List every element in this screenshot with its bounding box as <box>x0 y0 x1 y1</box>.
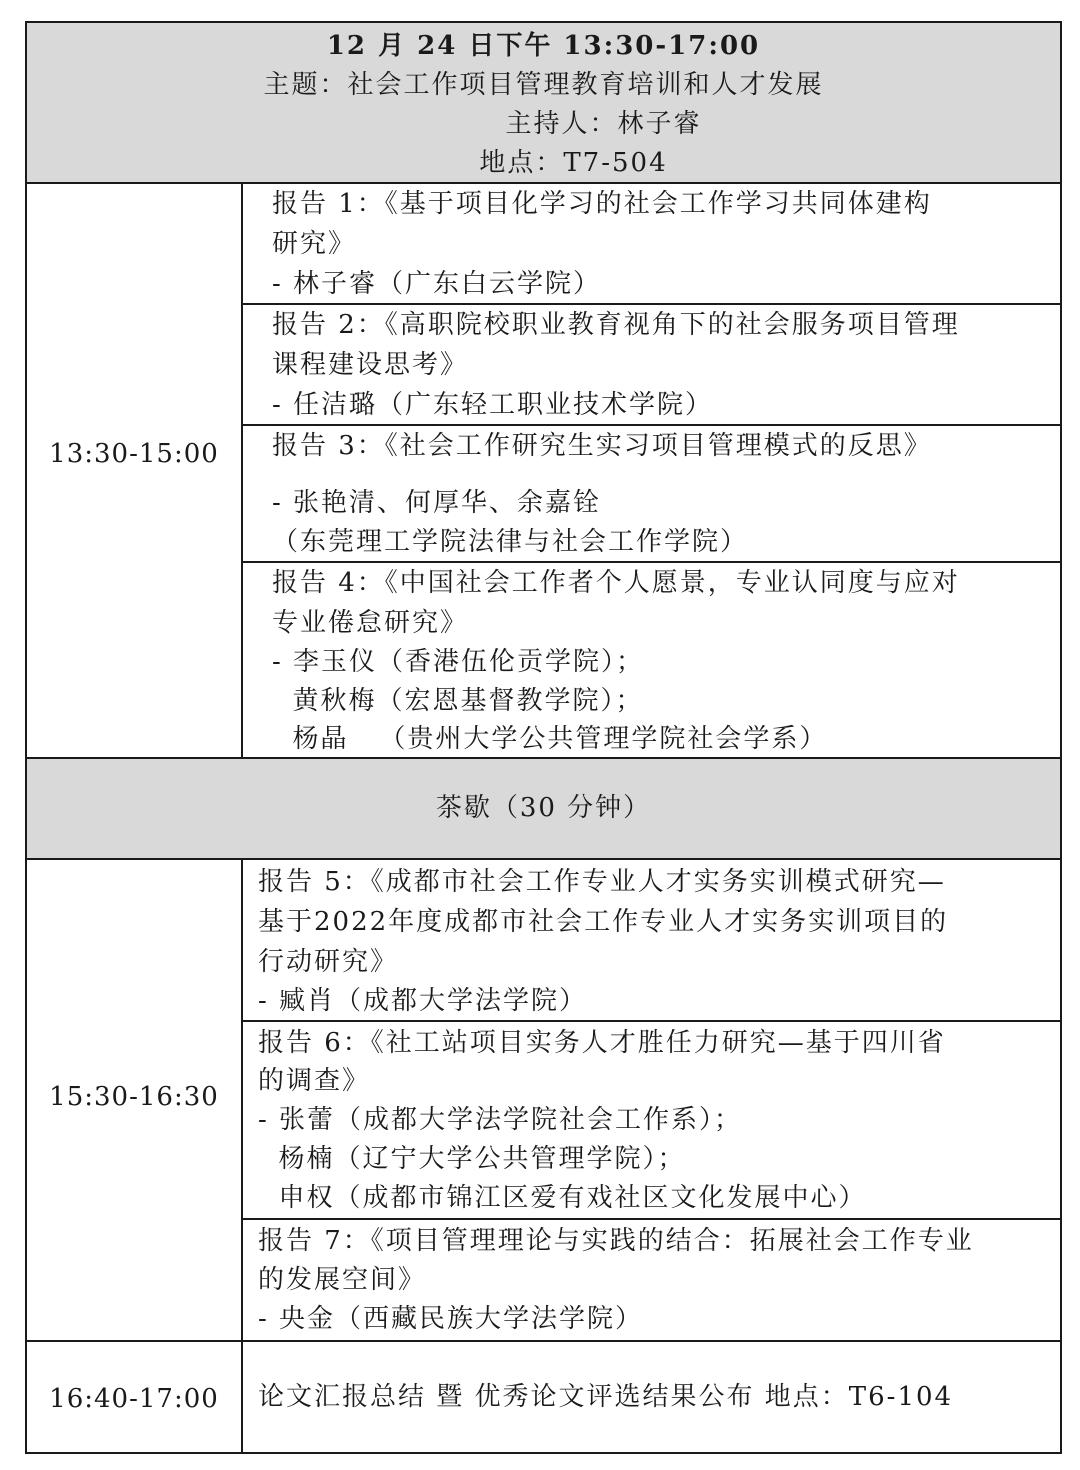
report-7-line-3: - 央金（西藏民族大学法学院） <box>258 1304 644 1334</box>
report-5-line-4: - 臧肖（成都大学法学院） <box>258 986 588 1016</box>
header-theme: 主题：社会工作项目管理教育培训和人才发展 <box>263 70 824 100</box>
report-6-line-5: 申权（成都市锦江区爱有戏社区文化发展中心） <box>258 1183 867 1213</box>
report-4-line-5: 杨晶 （贵州大学公共管理学院社会学系） <box>272 724 828 754</box>
header-date-time: 12 月 24 日下午 13:30-17:00 <box>326 31 761 61</box>
report-6-line-1: 报告 6：《社工站项目实务人才胜任力研究—基于四川省 <box>258 1028 946 1058</box>
report-3-line-1: 报告 3：《社会工作研究生实习项目管理模式的反思》 <box>272 431 932 461</box>
report-5-line-3: 行动研究》 <box>258 947 399 977</box>
report-6-line-4: 杨楠（辽宁大学公共管理学院）； <box>258 1144 686 1174</box>
header-host: 主持人：林子睿 <box>505 109 702 139</box>
schedule-header <box>27 23 1060 183</box>
report-4-line-2: 专业倦怠研究》 <box>272 608 469 638</box>
report-4-line-1: 报告 4：《中国社会工作者个人愿景，专业认同度与应对 <box>272 568 960 598</box>
report-7-line-1: 报告 7：《项目管理理论与实践的结合：拓展社会工作专业 <box>258 1226 974 1256</box>
session-3-time: 16:40-17:00 <box>49 1384 219 1414</box>
tea-break <box>27 759 1060 858</box>
session-3-text: 论文汇报总结 暨 优秀论文评选结果公布 地点：T6-104 <box>258 1382 954 1412</box>
report-5-line-2: 基于2022年度成都市社会工作专业人才实务实训项目的 <box>258 907 949 937</box>
report-6-line-2: 的调查》 <box>258 1066 371 1096</box>
report-3-line-3: （东莞理工学院法律与社会工作学院） <box>272 527 749 557</box>
report-4-line-3: - 李玉仪（香港伍伦贡学院）； <box>272 647 645 677</box>
report-1-line-1: 报告 1：《基于项目化学习的社会工作学习共同体建构 <box>272 189 932 219</box>
report-6-line-3: - 张蕾（成都大学法学院社会工作系）； <box>258 1105 743 1135</box>
session-1-time: 13:30-15:00 <box>49 439 219 469</box>
session-2-time: 15:30-16:30 <box>49 1082 219 1112</box>
session-2 <box>27 860 1060 1340</box>
report-2-line-1: 报告 2：《高职院校职业教育视角下的社会服务项目管理 <box>272 310 960 340</box>
session-3 <box>27 1342 1060 1454</box>
schedule-table <box>25 21 1062 1454</box>
report-2-line-2: 课程建设思考》 <box>272 350 469 380</box>
report-3-line-2: - 张艳清、何厚华、余嘉铨 <box>272 488 602 518</box>
report-7-line-2: 的发展空间》 <box>258 1265 427 1295</box>
report-2-line-3: - 任洁璐（广东轻工职业技术学院） <box>272 390 714 420</box>
report-1-line-3: - 林子睿（广东白云学院） <box>272 269 602 299</box>
report-5-line-1: 报告 5：《成都市社会工作专业人才实务实训模式研究— <box>258 867 946 897</box>
tea-break-label: 茶歇（30 分钟） <box>435 793 652 823</box>
session-1 <box>27 184 1060 757</box>
header-venue: 地点：T7-504 <box>479 148 668 178</box>
report-1-line-2: 研究》 <box>272 229 357 259</box>
report-4-line-4: 黄秋梅（宏恩基督教学院）； <box>272 686 644 716</box>
